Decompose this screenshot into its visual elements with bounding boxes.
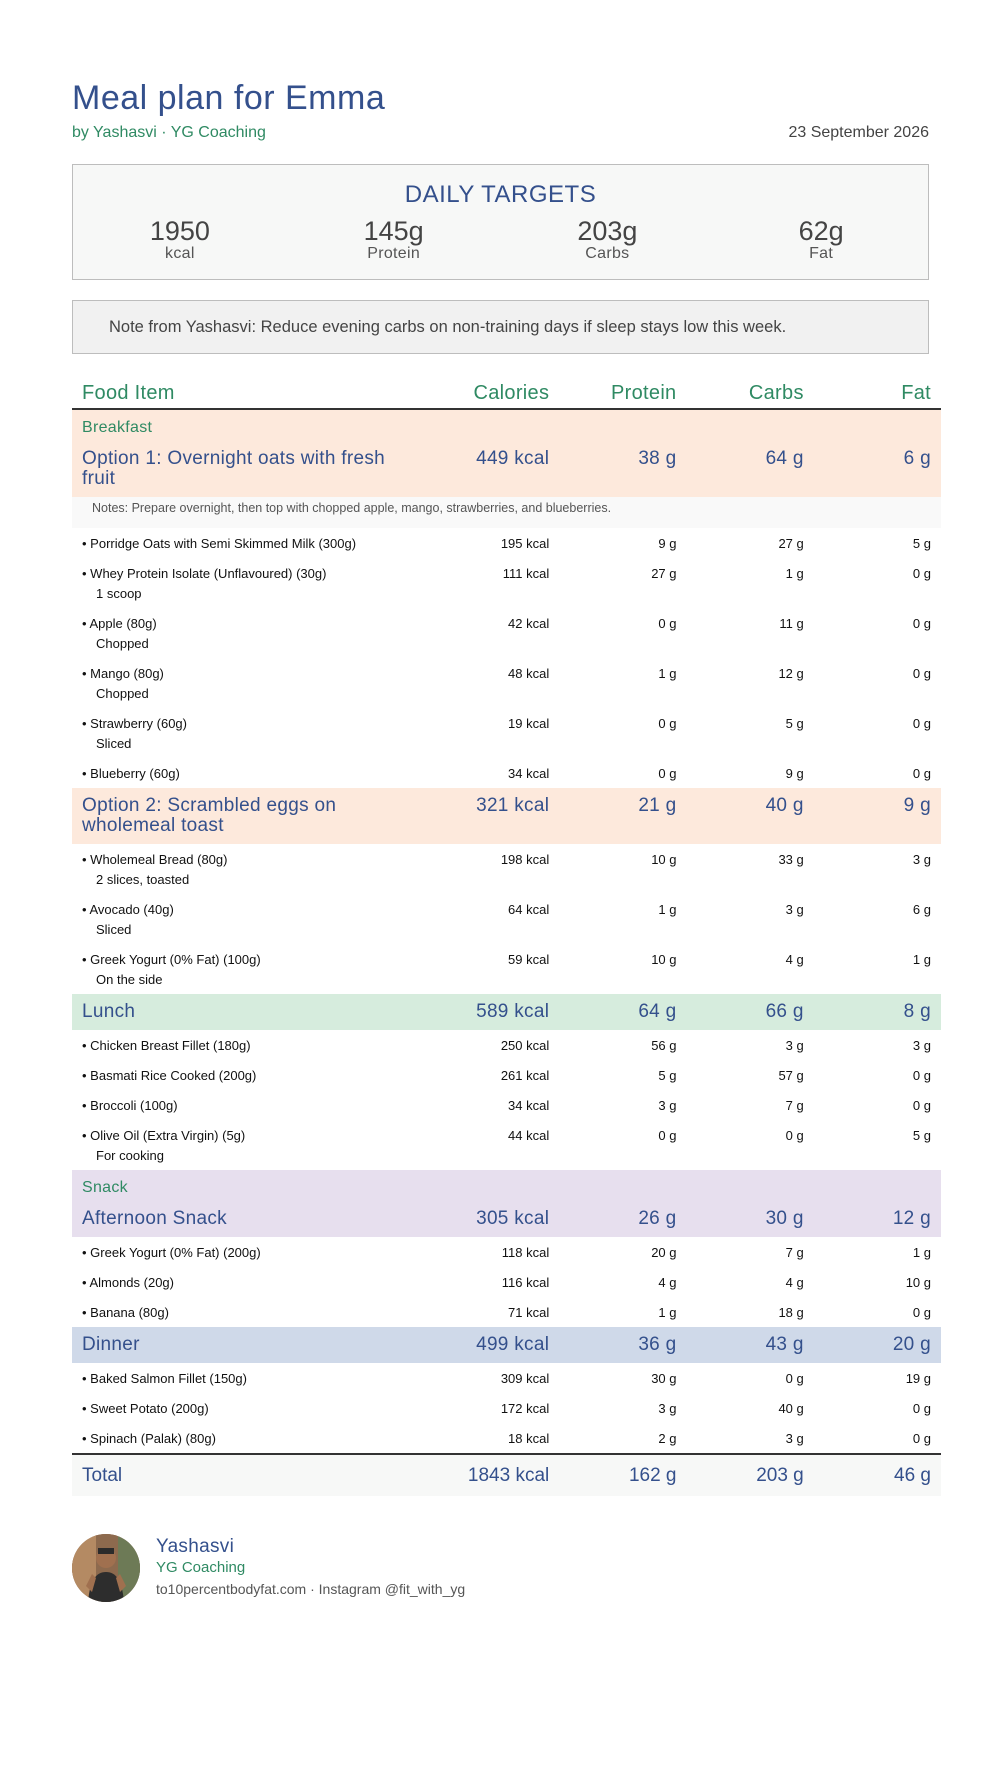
food-item-name-cell xyxy=(72,1267,432,1297)
target-value: 203g xyxy=(577,216,638,246)
food-item-calories: 172 kcal xyxy=(500,1401,550,1416)
food-item-protein: 0 g xyxy=(658,616,677,631)
food-item-calories: 198 kcal xyxy=(500,852,550,867)
food-item-carbs: 7 g xyxy=(785,1245,804,1260)
column-header-food: Food Item xyxy=(72,378,432,409)
food-item-carbs: 11 g xyxy=(779,616,804,631)
header-subrow xyxy=(72,124,929,142)
food-item-name-cell xyxy=(72,844,432,894)
total-label: Total xyxy=(72,1454,432,1496)
food-item-name: Strawberry (60g) xyxy=(90,716,187,731)
meal-carbs: 40 g xyxy=(765,795,804,816)
food-item-row xyxy=(72,758,941,788)
food-item-name-cell xyxy=(72,1393,432,1423)
meal-protein: 38 g xyxy=(638,448,677,469)
meal-title: Lunch xyxy=(82,1001,136,1022)
food-item-row xyxy=(72,608,941,658)
food-item-fat: 0 g xyxy=(912,1098,931,1113)
meal-protein: 36 g xyxy=(638,1334,677,1355)
coach-footer xyxy=(72,1534,929,1602)
food-item-protein: 30 g xyxy=(651,1371,677,1386)
food-item-name-cell xyxy=(72,608,432,658)
food-item-fat: 0 g xyxy=(912,1431,931,1446)
lunch-items xyxy=(72,1030,941,1170)
food-item-name-cell xyxy=(72,1237,432,1267)
food-item-row xyxy=(72,558,941,608)
food-item-calories: 71 kcal xyxy=(508,1305,550,1320)
bullet-icon: • xyxy=(82,716,91,731)
snack-row xyxy=(72,1201,941,1237)
food-item-name-cell xyxy=(72,528,432,558)
food-item-carbs: 9 g xyxy=(785,766,804,781)
meal-title: Option 2: Scrambled eggs on wholemeal toast xyxy=(82,795,337,836)
food-item-protein: 4 g xyxy=(658,1275,677,1290)
avatar-photo xyxy=(72,1534,140,1602)
food-item-row xyxy=(72,844,941,894)
food-item-calories: 18 kcal xyxy=(508,1431,550,1446)
food-item-calories: 118 kcal xyxy=(501,1245,550,1260)
meal-calories: 305 kcal xyxy=(476,1208,550,1229)
food-item-carbs: 57 g xyxy=(778,1068,804,1083)
food-item-calories: 64 kcal xyxy=(508,902,550,917)
food-item-fat: 3 g xyxy=(912,1038,931,1053)
bullet-icon: • xyxy=(82,1245,91,1260)
target-value: 145g xyxy=(363,216,424,246)
meal-carbs: 64 g xyxy=(765,448,804,469)
bullet-icon: • xyxy=(82,1098,91,1113)
food-item-fat: 0 g xyxy=(912,616,931,631)
food-item-row xyxy=(72,708,941,758)
food-item-note: Chopped xyxy=(96,686,149,701)
food-item-protein: 2 g xyxy=(658,1431,677,1446)
food-item-name: Apple (80g) xyxy=(89,616,157,631)
food-item-calories: 59 kcal xyxy=(508,952,550,967)
total-row xyxy=(72,1454,941,1496)
food-item-calories: 19 kcal xyxy=(508,716,550,731)
food-item-name-cell xyxy=(72,1363,432,1393)
food-item-row xyxy=(72,1060,941,1090)
food-item-row xyxy=(72,1120,941,1170)
food-item-name: Blueberry (60g) xyxy=(90,766,180,781)
food-item-calories: 309 kcal xyxy=(500,1371,550,1386)
food-item-name-cell xyxy=(72,708,432,758)
food-item-note: Sliced xyxy=(96,736,132,751)
bullet-icon: • xyxy=(82,1401,91,1416)
food-item-name: Basmati Rice Cooked (200g) xyxy=(90,1068,257,1083)
column-header-carbs: Carbs xyxy=(687,378,814,409)
food-item-carbs: 4 g xyxy=(785,1275,804,1290)
page-title: Meal plan for Emma xyxy=(72,79,386,117)
food-item-protein: 1 g xyxy=(658,1305,677,1320)
food-item-name: Whey Protein Isolate (Unflavoured) (30g) xyxy=(90,566,327,581)
daily-targets-panel xyxy=(72,164,929,280)
food-item-row xyxy=(72,944,941,994)
food-item-carbs: 3 g xyxy=(785,902,804,917)
bullet-icon: • xyxy=(82,852,91,867)
food-item-row xyxy=(72,1297,941,1327)
food-item-name-cell xyxy=(72,1090,432,1120)
food-item-carbs: 0 g xyxy=(785,1128,804,1143)
meal-title: Option 1: Overnight oats with fresh fruit xyxy=(82,448,386,489)
coach-info xyxy=(156,1536,465,1600)
food-item-carbs: 1 g xyxy=(785,566,804,581)
food-item-carbs: 12 g xyxy=(778,666,804,681)
food-item-name-cell xyxy=(72,1423,432,1454)
bullet-icon: • xyxy=(82,1038,91,1053)
bullet-icon: • xyxy=(82,536,91,551)
food-item-fat: 0 g xyxy=(912,566,931,581)
food-item-carbs: 3 g xyxy=(785,1431,804,1446)
meal-calories: 589 kcal xyxy=(476,1001,550,1022)
total-fat: 46 g xyxy=(814,1454,941,1496)
food-item-protein: 27 g xyxy=(651,566,677,581)
food-item-calories: 111 kcal xyxy=(502,566,550,581)
breakfast-option1-row xyxy=(72,441,941,497)
food-item-name-cell xyxy=(72,658,432,708)
total-calories: 1843 kcal xyxy=(432,1454,559,1496)
food-item-fat: 0 g xyxy=(912,1068,931,1083)
food-item-row xyxy=(72,658,941,708)
total-protein: 162 g xyxy=(559,1454,686,1496)
food-item-name: Greek Yogurt (0% Fat) (100g) xyxy=(90,952,261,967)
target-kcal xyxy=(73,217,287,263)
food-item-carbs: 7 g xyxy=(785,1098,804,1113)
meal-notes: Notes: Prepare overnight, then top with chopped apple, mango, strawberries, and blueberries. xyxy=(72,497,941,528)
food-item-protein: 0 g xyxy=(658,766,677,781)
food-item-name: Olive Oil (Extra Virgin) (5g) xyxy=(90,1128,246,1143)
plan-date: 23 September 2026 xyxy=(788,124,929,141)
food-item-fat: 1 g xyxy=(912,952,931,967)
coach-note: Note from Yashasvi: Reduce evening carbs on non-training days if sleep stays low this week. xyxy=(72,300,929,354)
bullet-icon: • xyxy=(82,952,91,967)
food-item-fat: 1 g xyxy=(912,1245,931,1260)
meal-carbs: 30 g xyxy=(765,1208,804,1229)
bullet-icon: • xyxy=(82,1275,90,1290)
food-item-row xyxy=(72,1363,941,1393)
food-item-name-cell xyxy=(72,1060,432,1090)
byline: by Yashasvi · YG Coaching xyxy=(72,124,266,141)
column-header-protein: Protein xyxy=(559,378,686,409)
food-item-calories: 195 kcal xyxy=(500,536,550,551)
daily-targets-title: DAILY TARGETS xyxy=(404,181,597,208)
food-item-row xyxy=(72,894,941,944)
meal-protein: 64 g xyxy=(638,1001,677,1022)
food-item-fat: 3 g xyxy=(912,852,931,867)
breakfast-option2-row xyxy=(72,788,941,844)
total-carbs: 203 g xyxy=(687,1454,814,1496)
food-item-name-cell xyxy=(72,944,432,994)
food-item-calories: 34 kcal xyxy=(508,1098,550,1113)
food-item-row xyxy=(72,1393,941,1423)
food-item-calories: 42 kcal xyxy=(508,616,550,631)
food-item-protein: 10 g xyxy=(651,852,677,867)
meal-calories: 321 kcal xyxy=(476,795,550,816)
food-item-name: Chicken Breast Fillet (180g) xyxy=(90,1038,251,1053)
target-value: 62g xyxy=(798,216,844,246)
meal-carbs: 66 g xyxy=(765,1001,804,1022)
breakfast-option2-items xyxy=(72,844,941,994)
food-item-carbs: 4 g xyxy=(785,952,804,967)
food-item-row xyxy=(72,1237,941,1267)
food-item-fat: 10 g xyxy=(905,1275,931,1290)
food-item-name: Wholemeal Bread (80g) xyxy=(90,852,228,867)
target-protein xyxy=(287,217,501,263)
target-label: Protein xyxy=(367,245,421,262)
food-item-row xyxy=(72,1030,941,1060)
food-item-fat: 0 g xyxy=(912,1401,931,1416)
food-item-name-cell xyxy=(72,558,432,608)
column-header-calories: Calories xyxy=(432,378,559,409)
food-item-name-cell xyxy=(72,758,432,788)
food-item-fat: 0 g xyxy=(912,1305,931,1320)
bullet-icon: • xyxy=(82,766,91,781)
meal-protein: 26 g xyxy=(638,1208,677,1229)
bullet-icon: • xyxy=(82,1431,91,1446)
bullet-icon: • xyxy=(82,1128,91,1143)
food-item-carbs: 3 g xyxy=(785,1038,804,1053)
meal-protein: 21 g xyxy=(638,795,677,816)
food-item-note: Chopped xyxy=(96,636,149,651)
food-item-protein: 9 g xyxy=(658,536,677,551)
bullet-icon: • xyxy=(82,1371,91,1386)
food-item-protein: 1 g xyxy=(658,902,677,917)
food-item-name: Mango (80g) xyxy=(90,666,164,681)
food-item-carbs: 33 g xyxy=(778,852,804,867)
food-item-note: 2 slices, toasted xyxy=(96,872,190,887)
food-item-calories: 261 kcal xyxy=(500,1068,550,1083)
table-header-row xyxy=(72,378,941,409)
target-carbs xyxy=(501,217,715,263)
meal-calories: 449 kcal xyxy=(476,448,550,469)
snack-items xyxy=(72,1237,941,1327)
food-item-carbs: 5 g xyxy=(785,716,804,731)
dinner-items xyxy=(72,1363,941,1454)
food-item-fat: 5 g xyxy=(912,536,931,551)
bullet-icon: • xyxy=(82,902,90,917)
meal-title: Afternoon Snack xyxy=(82,1208,227,1229)
meal-title: Dinner xyxy=(82,1334,140,1355)
food-item-name-cell xyxy=(72,894,432,944)
food-item-name: Porridge Oats with Semi Skimmed Milk (300g) xyxy=(90,536,357,551)
coach-name: Yashasvi xyxy=(156,1536,235,1557)
coach-company: YG Coaching xyxy=(156,1559,246,1576)
food-item-protein: 1 g xyxy=(658,666,677,681)
meal-calories: 499 kcal xyxy=(476,1334,550,1355)
dinner-row xyxy=(72,1327,941,1363)
food-item-name: Almonds (20g) xyxy=(89,1275,174,1290)
meal-category-label: Snack xyxy=(82,1179,128,1196)
breakfast-option1-items xyxy=(72,528,941,788)
food-item-row xyxy=(72,528,941,558)
bullet-icon: • xyxy=(82,1305,91,1320)
food-item-note: On the side xyxy=(96,972,163,987)
food-item-name: Broccoli (100g) xyxy=(90,1098,178,1113)
food-item-name: Sweet Potato (200g) xyxy=(90,1401,209,1416)
food-item-protein: 20 g xyxy=(651,1245,677,1260)
food-item-fat: 6 g xyxy=(912,902,931,917)
food-item-name-cell xyxy=(72,1120,432,1170)
food-item-name: Banana (80g) xyxy=(90,1305,169,1320)
meal-fat: 6 g xyxy=(903,448,931,469)
food-item-carbs: 0 g xyxy=(785,1371,804,1386)
target-fat xyxy=(714,217,928,263)
food-item-calories: 116 kcal xyxy=(501,1275,550,1290)
food-item-note: 1 scoop xyxy=(96,586,142,601)
breakfast-label-row xyxy=(72,409,941,441)
food-item-name: Spinach (Palak) (80g) xyxy=(90,1431,216,1446)
meal-fat: 9 g xyxy=(903,795,931,816)
meal-fat: 8 g xyxy=(903,1001,931,1022)
bullet-icon: • xyxy=(82,666,91,681)
food-item-calories: 34 kcal xyxy=(508,766,550,781)
snack-label-row xyxy=(72,1170,941,1201)
food-item-protein: 0 g xyxy=(658,1128,677,1143)
food-item-row xyxy=(72,1267,941,1297)
food-item-calories: 250 kcal xyxy=(500,1038,550,1053)
target-label: Carbs xyxy=(585,245,630,262)
target-label: kcal xyxy=(165,245,195,262)
food-item-fat: 5 g xyxy=(912,1128,931,1143)
food-item-note: Sliced xyxy=(96,922,132,937)
food-item-carbs: 18 g xyxy=(778,1305,804,1320)
food-item-name: Greek Yogurt (0% Fat) (200g) xyxy=(90,1245,261,1260)
breakfast-option1-notes-row xyxy=(72,497,941,528)
food-item-protein: 10 g xyxy=(651,952,677,967)
meal-table xyxy=(72,378,941,1496)
food-item-name: Avocado (40g) xyxy=(89,902,174,917)
food-item-name-cell xyxy=(72,1030,432,1060)
food-item-row xyxy=(72,1423,941,1454)
bullet-icon: • xyxy=(82,1068,91,1083)
bullet-icon: • xyxy=(82,616,90,631)
food-item-protein: 5 g xyxy=(658,1068,677,1083)
column-header-fat: Fat xyxy=(814,378,941,409)
lunch-row xyxy=(72,994,941,1030)
meal-category-label: Breakfast xyxy=(82,419,153,436)
avatar xyxy=(72,1534,140,1602)
food-item-calories: 44 kcal xyxy=(508,1128,550,1143)
food-item-protein: 56 g xyxy=(651,1038,677,1053)
food-item-fat: 0 g xyxy=(912,766,931,781)
food-item-protein: 3 g xyxy=(658,1098,677,1113)
meal-fat: 20 g xyxy=(892,1334,931,1355)
food-item-carbs: 40 g xyxy=(778,1401,804,1416)
food-item-protein: 0 g xyxy=(658,716,677,731)
food-item-calories: 48 kcal xyxy=(508,666,550,681)
food-item-name-cell xyxy=(72,1297,432,1327)
target-label: Fat xyxy=(809,245,834,262)
bullet-icon: • xyxy=(82,566,91,581)
food-item-protein: 3 g xyxy=(658,1401,677,1416)
food-item-row xyxy=(72,1090,941,1120)
food-item-note: For cooking xyxy=(96,1148,164,1163)
food-item-fat: 0 g xyxy=(912,716,931,731)
coach-contact: to10percentbodyfat.com · Instagram @fit_with_yg xyxy=(156,1581,466,1597)
food-item-fat: 19 g xyxy=(905,1371,931,1386)
food-item-name: Baked Salmon Fillet (150g) xyxy=(90,1371,247,1386)
food-item-fat: 0 g xyxy=(912,666,931,681)
meal-carbs: 43 g xyxy=(765,1334,804,1355)
meal-fat: 12 g xyxy=(892,1208,931,1229)
daily-targets-grid xyxy=(73,217,928,263)
target-value: 1950 xyxy=(149,216,210,246)
food-item-carbs: 27 g xyxy=(778,536,804,551)
